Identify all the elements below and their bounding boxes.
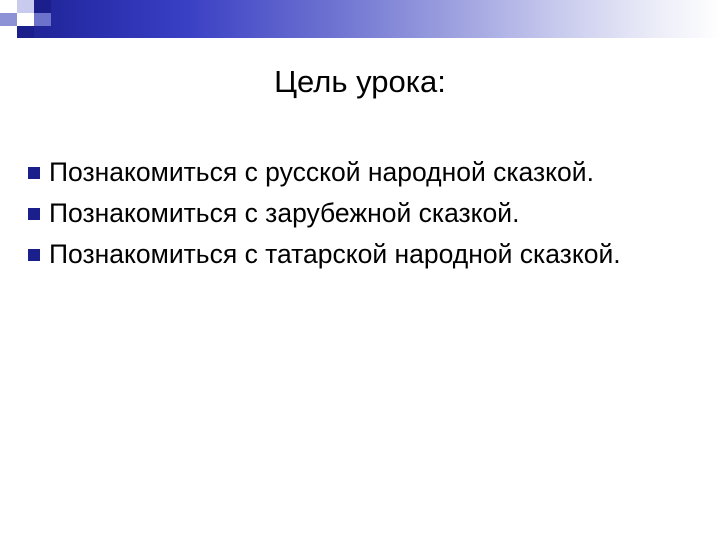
square-bullet-icon — [28, 249, 40, 261]
checker-square — [34, 13, 51, 26]
list-item — [28, 237, 664, 272]
list-item — [28, 196, 664, 231]
checker-square — [17, 0, 34, 13]
list-item-text: Познакомиться с зарубежной сказкой. — [49, 198, 520, 229]
checker-squares — [0, 0, 120, 38]
square-bullet-icon — [28, 208, 40, 220]
checker-square — [17, 13, 34, 26]
slide-title: Цель урока: — [274, 64, 446, 99]
list-item — [28, 155, 664, 190]
checker-square — [34, 0, 51, 13]
checker-square — [0, 13, 17, 26]
checker-square — [0, 0, 17, 13]
list-item-text: Познакомиться с татарской народной сказкой. — [49, 239, 621, 270]
list-item-text: Познакомиться с русской народной сказкой. — [49, 157, 594, 187]
square-bullet-icon — [28, 167, 40, 179]
checker-square — [0, 26, 17, 38]
checker-square — [17, 26, 34, 38]
gradient-banner — [0, 0, 720, 38]
bullet-list — [28, 155, 664, 279]
